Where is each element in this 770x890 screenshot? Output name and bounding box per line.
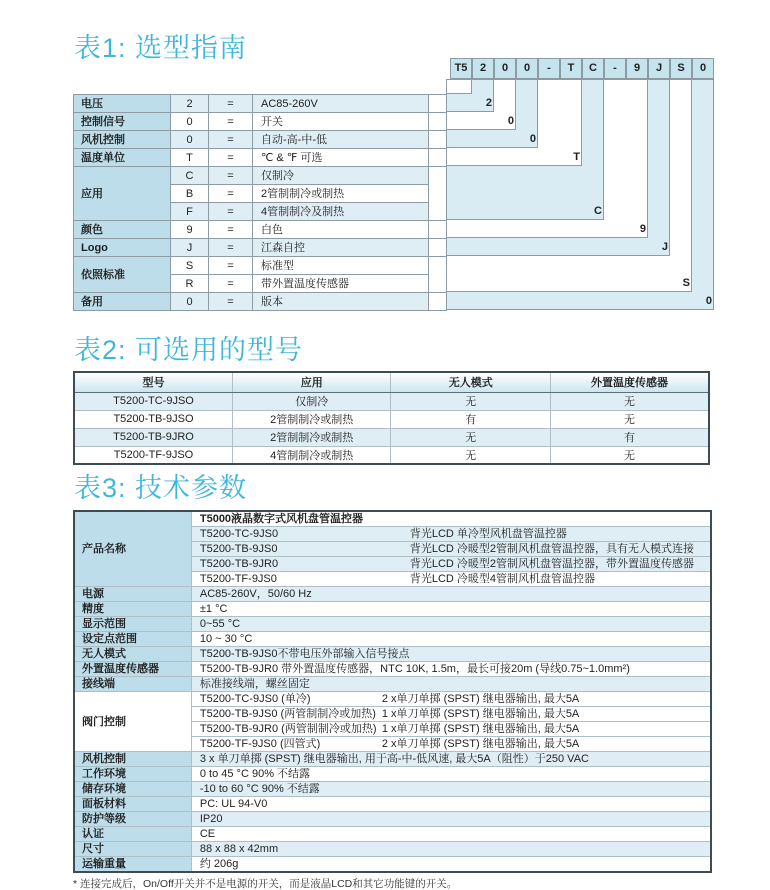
staircase-char: T — [573, 151, 580, 163]
table-cell: 仅制冷 — [232, 392, 390, 410]
row-code: J — [171, 239, 209, 257]
spec-model: T5200-TF-9JS0 (四管式) — [199, 738, 321, 750]
table-row — [74, 842, 711, 857]
table-cell: T5200-TB-9JSO — [74, 410, 232, 428]
spec-model: T5200-TF-9JS0 — [199, 573, 277, 585]
table-cell: 无 — [391, 428, 551, 446]
spec-label: 产品名称 — [74, 511, 191, 587]
spec-value: -10 to 60 °C 90% 不结露 — [191, 782, 711, 797]
spec-value — [191, 737, 711, 752]
row-desc: ℃ & ℉ 可选 — [253, 149, 429, 167]
column-header: 型号 — [74, 372, 232, 392]
row-label: 电压 — [74, 95, 171, 113]
model-digit-box: 0 — [494, 58, 516, 79]
table-cell: 有 — [391, 410, 551, 428]
table-row — [74, 767, 711, 782]
spec-desc: 背光LCD 冷暖型2管制风机盘管温控器，具有无人模式连接 — [409, 543, 695, 555]
spec-value: PC: UL 94-V0 — [191, 797, 711, 812]
spec-value — [191, 572, 711, 587]
row-eq: = — [209, 149, 253, 167]
staircase-char: 0 — [507, 115, 514, 127]
spec-value — [191, 557, 711, 572]
spec-value: 0 to 45 °C 90% 不结露 — [191, 767, 711, 782]
table-cell: T5200-TC-9JSO — [74, 392, 232, 410]
table-cell: T5200-TB-9JRO — [74, 428, 232, 446]
spec-label: 精度 — [74, 602, 191, 617]
row-code: 2 — [171, 95, 209, 113]
model-digit-box: 2 — [472, 58, 494, 79]
staircase-char: 9 — [639, 223, 646, 235]
spec-value — [191, 722, 711, 737]
spec-desc: 背光LCD 单冷型风机盘管温控器 — [409, 528, 567, 540]
spec-label: 外置温度传感器 — [74, 662, 191, 677]
spec-value: 3 x 单刀单掷 (SPST) 继电器输出, 用于高-中-低风速, 最大5A（阻性）于250 VAC — [191, 752, 711, 767]
row-eq: = — [209, 257, 253, 275]
table-cell: 2管制制冷或制热 — [232, 410, 390, 428]
table-row — [74, 392, 709, 410]
spec-model: T5200-TB-9JS0 (两管制制冷或加热) — [199, 708, 376, 720]
table-row — [74, 632, 711, 647]
row-code: R — [171, 275, 209, 293]
row-spacer — [429, 293, 447, 311]
row-desc: 2管制制冷或制热 — [253, 185, 429, 203]
table-cell: 2管制制冷或制热 — [232, 428, 390, 446]
table-row — [74, 167, 447, 185]
spec-value — [191, 692, 711, 707]
table-row — [74, 95, 447, 113]
table-row — [74, 149, 447, 167]
spec-value: 88 x 88 x 42mm — [191, 842, 711, 857]
header-row — [74, 372, 709, 392]
row-eq: = — [209, 293, 253, 311]
table-row — [74, 257, 447, 275]
spec-value: 10 ~ 30 °C — [191, 632, 711, 647]
spec-desc: 背光LCD 冷暖型4管制风机盘管温控器 — [409, 573, 596, 585]
model-digit-box: T — [560, 58, 582, 79]
spec-label: 显示范围 — [74, 617, 191, 632]
column-header: 无人模式 — [391, 372, 551, 392]
model-digit-box: - — [604, 58, 626, 79]
row-eq: = — [209, 239, 253, 257]
row-code: 0 — [171, 113, 209, 131]
staircase-char: J — [661, 241, 668, 253]
table-row — [74, 677, 711, 692]
spec-value: T5200-TB-9JS0不带电压外部输入信号接点 — [191, 647, 711, 662]
spec-value: 标准接线端，螺丝固定 — [191, 677, 711, 692]
row-spacer — [429, 239, 447, 257]
table-cell: 无 — [550, 410, 709, 428]
model-digit-box: C — [582, 58, 604, 79]
row-desc: 版本 — [253, 293, 429, 311]
model-digit-box: T5 — [450, 58, 472, 79]
spec-value — [191, 707, 711, 722]
table3-title: 表3: 技术参数 — [74, 473, 248, 503]
row-eq: = — [209, 221, 253, 239]
row-label: 风机控制 — [74, 131, 171, 149]
model-digit-box: S — [670, 58, 692, 79]
spec-value: AC85-260V，50/60 Hz — [191, 587, 711, 602]
row-desc: 带外置温度传感器 — [253, 275, 429, 293]
spec-label: 储存环境 — [74, 782, 191, 797]
spec-label: 工作环境 — [74, 767, 191, 782]
table-row — [74, 827, 711, 842]
row-label: 应用 — [74, 167, 171, 221]
table-cell: 无 — [550, 446, 709, 464]
row-code: T — [171, 149, 209, 167]
table-cell: 有 — [550, 428, 709, 446]
spec-label: 面板材料 — [74, 797, 191, 812]
model-digit-box: 0 — [516, 58, 538, 79]
spec-desc: 2 x单刀单掷 (SPST) 继电器输出, 最大5A — [381, 738, 580, 750]
spec-value: T5000液晶数字式风机盘管温控器 — [191, 511, 711, 527]
spec-model: T5200-TB-9JR0 — [199, 558, 279, 570]
row-eq: = — [209, 275, 253, 293]
spec-value: ±1 °C — [191, 602, 711, 617]
table-cell: 无 — [391, 392, 551, 410]
row-spacer — [429, 131, 447, 149]
row-desc: AC85-260V — [253, 95, 429, 113]
table-row — [74, 410, 709, 428]
row-desc: 白色 — [253, 221, 429, 239]
model-digit-box: - — [538, 58, 560, 79]
row-eq: = — [209, 95, 253, 113]
row-desc: 标准型 — [253, 257, 429, 275]
spec-model: T5200-TC-9JS0 — [199, 528, 279, 540]
staircase-cap — [446, 79, 472, 94]
spec-model: T5200-TC-9JS0 (单冷) — [199, 693, 311, 705]
row-spacer — [429, 113, 447, 131]
spec-label: 风机控制 — [74, 752, 191, 767]
spec-label: 尺寸 — [74, 842, 191, 857]
spec-value: IP20 — [191, 812, 711, 827]
spec-desc: 2 x单刀单掷 (SPST) 继电器输出, 最大5A — [381, 693, 580, 705]
model-digit-box: 0 — [692, 58, 714, 79]
spec-label: 接线端 — [74, 677, 191, 692]
row-desc: 自动-高-中-低 — [253, 131, 429, 149]
table-row — [74, 617, 711, 632]
table-row — [74, 293, 447, 311]
spec-value: 0~55 °C — [191, 617, 711, 632]
row-desc: 江森自控 — [253, 239, 429, 257]
row-code: B — [171, 185, 209, 203]
table-row — [74, 752, 711, 767]
table2-title: 表2: 可选用的型号 — [74, 335, 304, 365]
row-eq: = — [209, 113, 253, 131]
spec-value — [191, 542, 711, 557]
spec-label: 认证 — [74, 827, 191, 842]
row-code: 9 — [171, 221, 209, 239]
model-digit-box: 9 — [626, 58, 648, 79]
spec-label: 运输重量 — [74, 857, 191, 873]
table-cell: T5200-TF-9JSO — [74, 446, 232, 464]
selection-table — [73, 94, 447, 311]
footnote: * 连接完成后，On/Off开关并不是电源的开关，而是液晶LCD和其它功能键的开关。 — [73, 878, 458, 890]
spec-label: 阀门控制 — [74, 692, 191, 752]
table-row — [74, 587, 711, 602]
table-row — [74, 692, 711, 707]
table-row — [74, 602, 711, 617]
row-spacer — [429, 257, 447, 293]
spec-label: 防护等级 — [74, 812, 191, 827]
table-row — [74, 511, 711, 527]
table-row — [74, 857, 711, 873]
spec-value: 约 206g — [191, 857, 711, 873]
row-desc: 仅制冷 — [253, 167, 429, 185]
column-header: 外置温度传感器 — [550, 372, 709, 392]
staircase-char: S — [682, 277, 690, 289]
row-desc: 开关 — [253, 113, 429, 131]
spec-value: CE — [191, 827, 711, 842]
model-digit-box: J — [648, 58, 670, 79]
row-eq: = — [209, 185, 253, 203]
spec-label: 电源 — [74, 587, 191, 602]
row-label: 温度单位 — [74, 149, 171, 167]
spec-desc: 1 x单刀单掷 (SPST) 继电器输出, 最大5A — [381, 708, 580, 720]
staircase-char: C — [594, 205, 602, 217]
table1-title: 表1: 选型指南 — [74, 33, 248, 63]
table-row — [74, 797, 711, 812]
table-row — [74, 446, 709, 464]
specs-table — [73, 510, 712, 873]
row-code: S — [171, 257, 209, 275]
table-row — [74, 239, 447, 257]
table-row — [74, 662, 711, 677]
row-spacer — [429, 149, 447, 167]
table-row — [74, 131, 447, 149]
staircase-char: 2 — [485, 97, 492, 109]
row-code: F — [171, 203, 209, 221]
spec-label: 设定点范围 — [74, 632, 191, 647]
row-eq: = — [209, 167, 253, 185]
row-label: 依照标准 — [74, 257, 171, 293]
staircase-char: 0 — [529, 133, 536, 145]
row-label: 备用 — [74, 293, 171, 311]
row-code: 0 — [171, 293, 209, 311]
row-label: 控制信号 — [74, 113, 171, 131]
table-cell: 无 — [391, 446, 551, 464]
row-spacer — [429, 221, 447, 239]
table-cell: 4管制制冷或制热 — [232, 446, 390, 464]
spec-label: 无人模式 — [74, 647, 191, 662]
column-header: 应用 — [232, 372, 390, 392]
table-row — [74, 113, 447, 131]
table-cell: 无 — [550, 392, 709, 410]
spec-desc: 1 x单刀单掷 (SPST) 继电器输出, 最大5A — [381, 723, 580, 735]
table-row — [74, 221, 447, 239]
spec-model: T5200-TB-9JR0 (两管制制冷或加热) — [199, 723, 377, 735]
spec-value: T5200-TB-9JR0 带外置温度传感器，NTC 10K, 1.5m，最长可接20m (导线0.75~1.0mm²) — [191, 662, 711, 677]
row-spacer — [429, 95, 447, 113]
row-code: 0 — [171, 131, 209, 149]
row-label: Logo — [74, 239, 171, 257]
spec-desc: 背光LCD 冷暖型2管制风机盘管温控器，带外置温度传感器 — [409, 558, 695, 570]
table-row — [74, 812, 711, 827]
spec-model: T5200-TB-9JS0 — [199, 543, 278, 555]
row-desc: 4管制制冷及制热 — [253, 203, 429, 221]
staircase-char: 0 — [705, 295, 712, 307]
row-spacer — [429, 167, 447, 221]
row-code: C — [171, 167, 209, 185]
spec-value — [191, 527, 711, 542]
models-table — [73, 371, 710, 465]
row-eq: = — [209, 203, 253, 221]
table-row — [74, 782, 711, 797]
table-row — [74, 647, 711, 662]
row-label: 颜色 — [74, 221, 171, 239]
table-row — [74, 428, 709, 446]
row-eq: = — [209, 131, 253, 149]
